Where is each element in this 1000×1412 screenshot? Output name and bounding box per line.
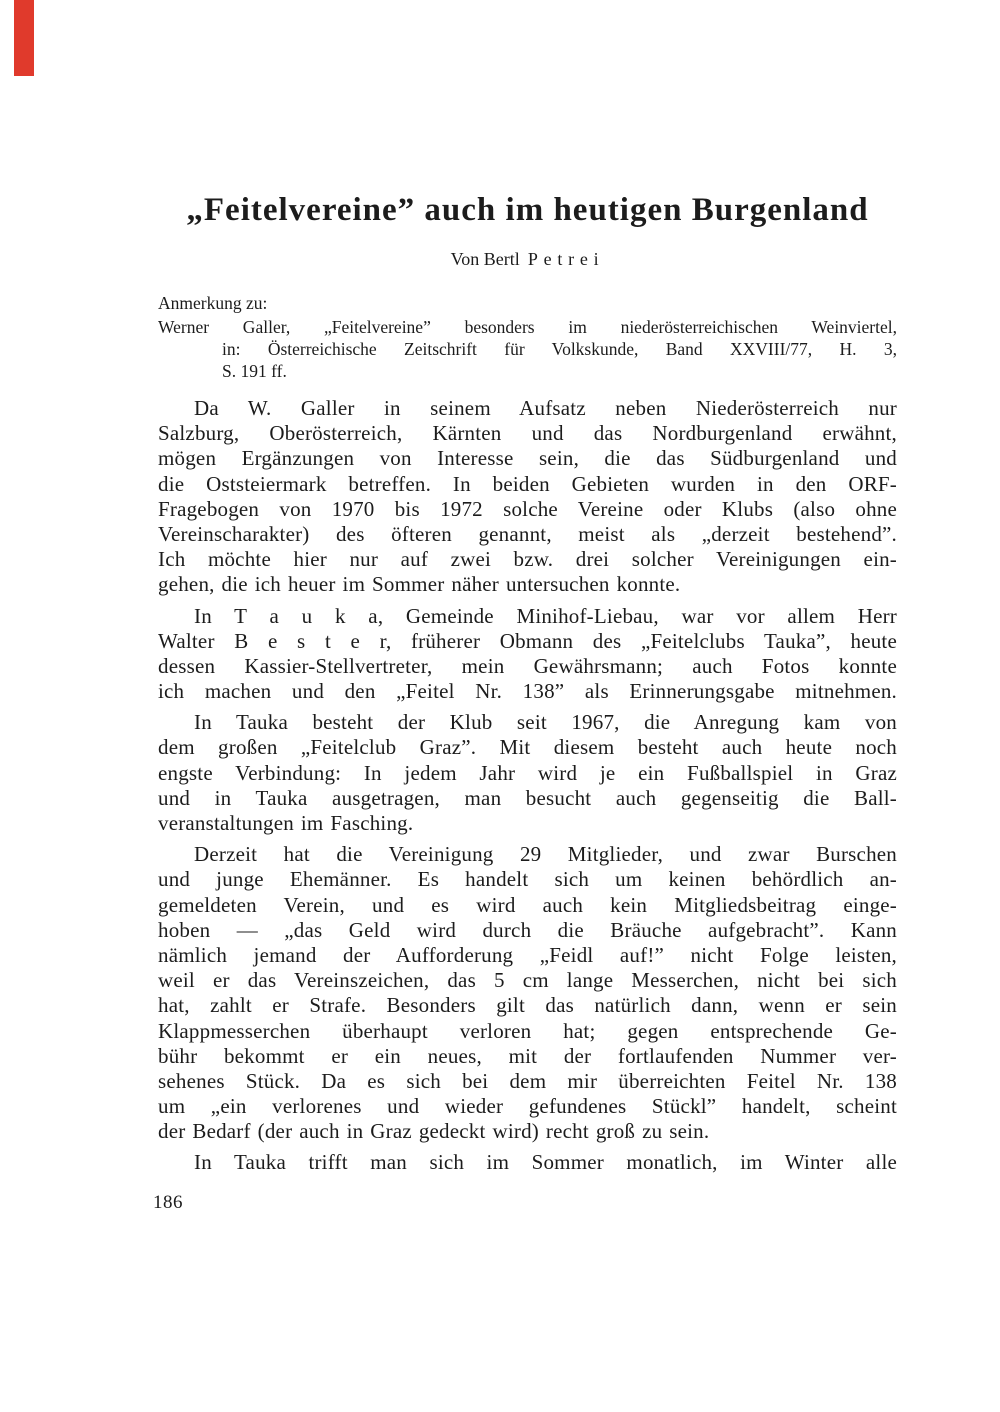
text-line: hoben — „das Geld wird durch die Bräuche aufgebracht”. Kann	[158, 917, 897, 942]
text-line: S. 191 ff.	[222, 361, 287, 381]
author-name: Petrei	[527, 249, 605, 269]
text-line: um „ein verlorenes und wieder gefundenes Stückl” handelt, scheint	[158, 1094, 897, 1119]
text-line: Ich möchte hier nur auf zwei bzw. drei solcher Vereinigungen ein-	[158, 547, 897, 572]
text-line: sehenes Stück. Da es sich bei dem mir überreichten Feitel Nr. 138	[158, 1068, 897, 1093]
text-line: In Tauka besteht der Klub seit 1967, die Anregung kam von	[194, 710, 897, 735]
annotation-block	[158, 292, 897, 382]
text-line: Derzeit hat die Vereinigung 29 Mitglieder, und zwar Burschen	[194, 842, 897, 867]
paragraph	[158, 604, 897, 705]
text-line: in: Österreichische Zeitschrift für Volkskunde, Band XXVIII/77, H. 3,	[222, 339, 897, 359]
text-line: gemeldeten Verein, und es wird auch kein Mitgliedsbeitrag einge-	[158, 892, 897, 917]
paragraph	[158, 842, 897, 1144]
text-line: und junge Ehemänner. Es handelt sich um keinen behördlich an-	[158, 867, 897, 892]
body-text	[158, 396, 897, 1176]
text-line: nämlich jemand der Aufforderung „Feidl auf!” nicht Folge leisten,	[158, 942, 897, 967]
text-line: bühr bekommt er ein neues, mit der fortlaufenden Nummer ver-	[158, 1043, 897, 1068]
page-number: 186	[153, 1192, 183, 1213]
text-line: Klappmesserchen überhaupt verloren hat; gegen entsprechende Ge-	[158, 1018, 897, 1043]
byline-prefix: Von Bertl	[450, 249, 520, 269]
text-line: Da W. Galler in seinem Aufsatz neben Niederösterreich nur	[194, 396, 897, 420]
paragraph	[158, 1150, 897, 1175]
text-line: Walter B e s t e r, früherer Obmann des „Feitelclubs Tauka”, heute	[158, 628, 897, 653]
text-line: Fragebogen von 1970 bis 1972 solche Vereine oder Klubs (also ohne	[158, 496, 897, 521]
text-line: Salzburg, Oberösterreich, Kärnten und das Nordburgenland erwähnt,	[158, 421, 897, 446]
text-line: engste Verbindung: In jedem Jahr wird je ein Fußballspiel in Graz	[158, 760, 897, 785]
text-line: mögen Ergänzungen von Interesse sein, die das Südburgenland und	[158, 446, 897, 471]
text-line: In T a u k a, Gemeinde Minihof-Liebau, war vor allem Herr	[194, 603, 897, 628]
text-line: In Tauka trifft man sich im Sommer monatlich, im Winter alle	[194, 1150, 897, 1175]
text-line: hat, zahlt er Strafe. Besonders gilt das natürlich dann, wenn er sein	[158, 993, 897, 1018]
text-line: und in Tauka ausgetragen, man besucht auch gegenseitig die Ball-	[158, 785, 897, 810]
text-line: gehen, die ich heuer im Sommer näher untersuchen konnte.	[158, 572, 681, 597]
text-line: der Bedarf (der auch in Graz gedeckt wird) recht groß zu sein.	[158, 1119, 710, 1144]
text-line: Vereinscharakter) des öfteren genannt, meist als „derzeit bestehend”.	[158, 521, 897, 546]
text-line: veranstaltungen im Fasching.	[158, 811, 414, 835]
text-line: die Oststeiermark betreffen. In beiden Gebieten wurden in den ORF-	[158, 471, 897, 496]
annotation-reference	[158, 316, 897, 382]
paragraph	[158, 710, 897, 836]
text-line: ich machen und den „Feitel Nr. 138” als Erinnerungsgabe mitnehmen.	[158, 679, 897, 704]
text-line: dessen Kassier-Stellvertreter, mein Gewährsmann; auch Fotos konnte	[158, 653, 897, 678]
text-line: dem großen „Feitelclub Graz”. Mit diesem besteht auch heute noch	[158, 735, 897, 760]
red-scan-mark	[14, 0, 34, 76]
article-title: „Feitelvereine” auch im heutigen Burgenland	[186, 192, 869, 228]
annotation-label: Anmerkung zu:	[158, 293, 268, 313]
byline	[158, 249, 897, 270]
paragraph	[158, 396, 897, 598]
text-line: Werner Galler, „Feitelvereine” besonders im niederösterreichischen Weinviertel,	[158, 317, 897, 337]
text-line: weil er das Vereinszeichen, das 5 cm lange Messerchen, nicht bei sich	[158, 968, 897, 993]
